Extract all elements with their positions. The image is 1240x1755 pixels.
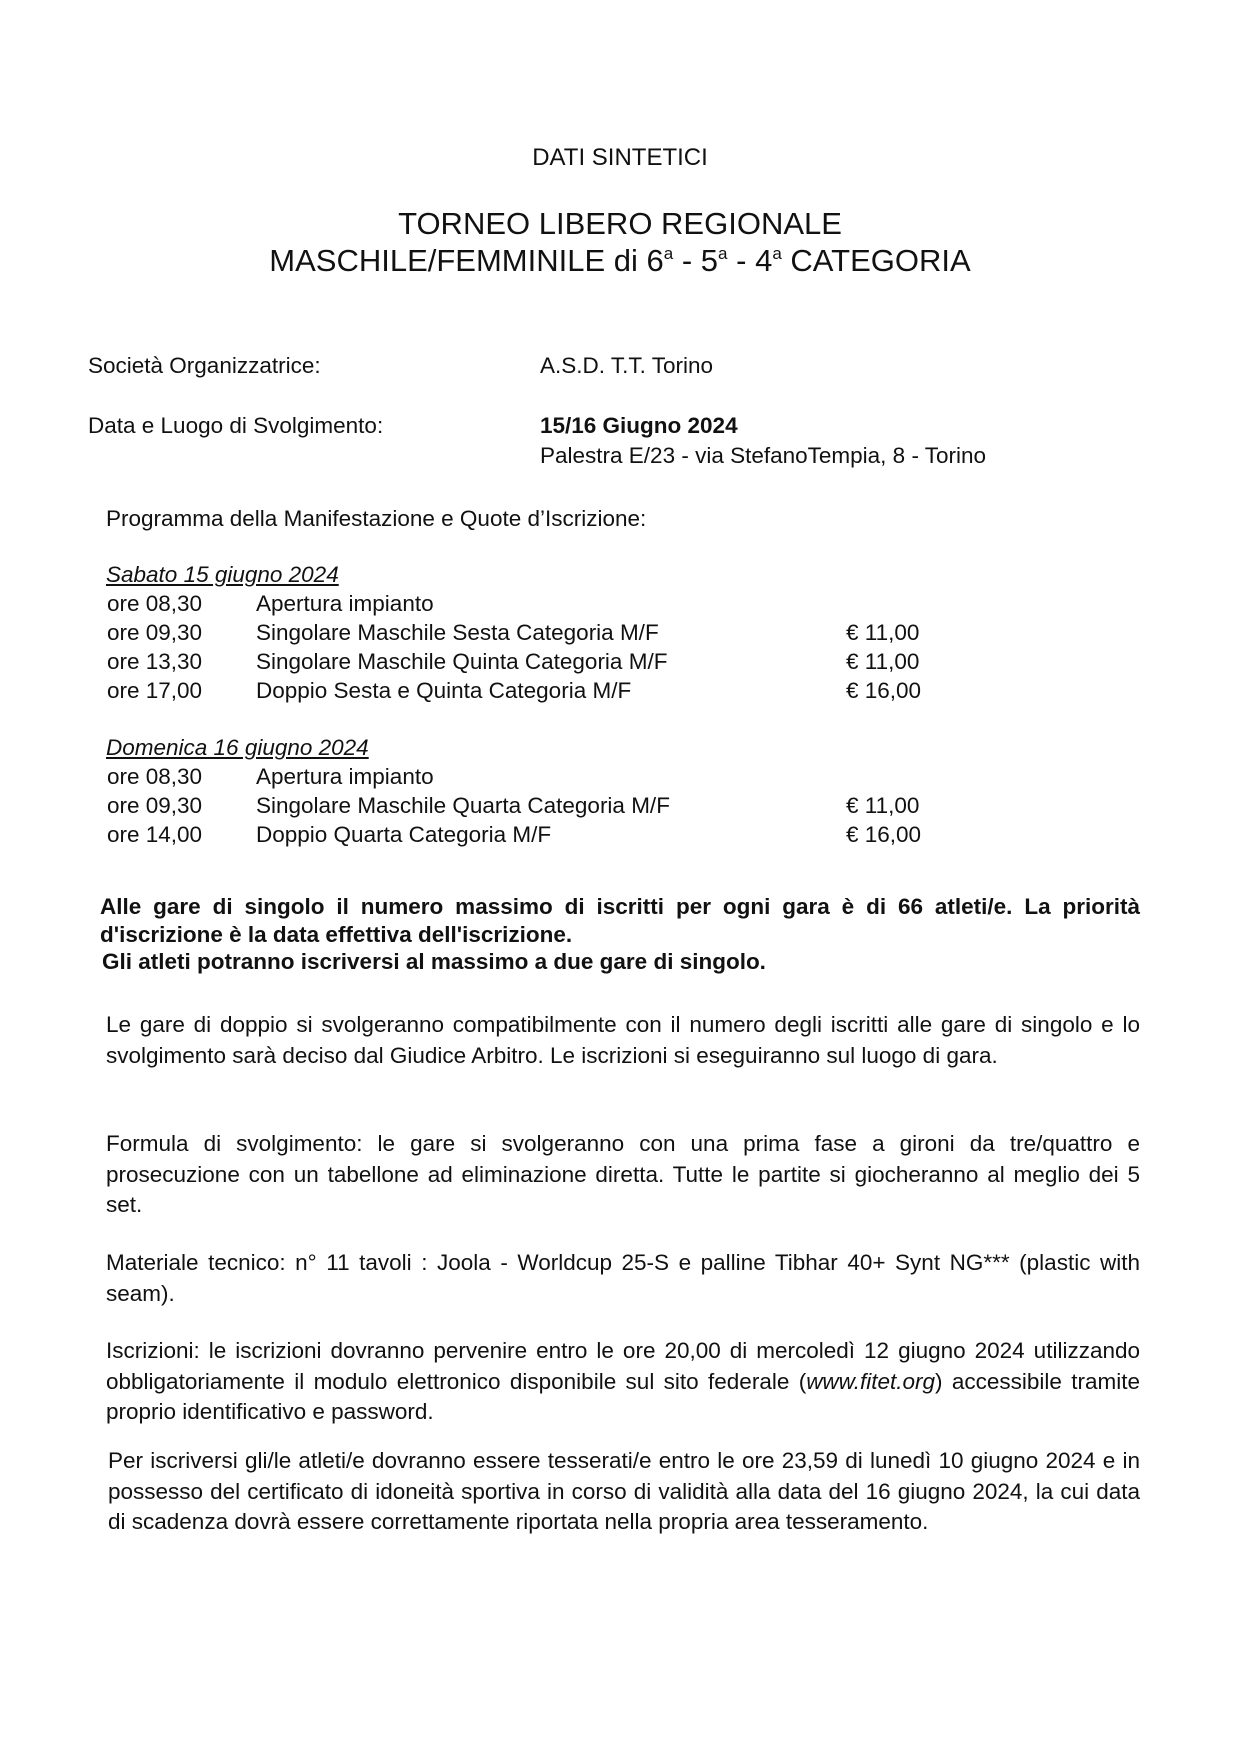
org-label: Società Organizzatrice: — [88, 353, 321, 378]
cat-5: 5 — [700, 243, 719, 278]
registration-text-end: ) accessibile tramite proprio identificativo e password. — [106, 1368, 1140, 1424]
event-description: Apertura impianto — [256, 764, 434, 789]
formula-paragraph: Formula di svolgimento: le gare si svolgeranno con una prima fase a gironi da tre/quattro e prosecuzione con un tabellone ad eliminazione diretta. Tutte le partite si giocheranno al meglio dei 5 set. — [106, 1131, 1140, 1217]
event-time: ore 09,30 — [107, 620, 203, 645]
athletes-paragraph: Per iscriversi gli/le atleti/e dovranno essere tesserati/e entro le ore 23,59 di lunedì 10 giugno 2024 e in possesso del certificato di idoneità sportiva in corso di validità alla data del 16 giugno 2024, la cui data di scadenza dovrà essere correttamente riportata nella propria area tesseramento. — [108, 1448, 1140, 1534]
schedule-row — [106, 590, 946, 618]
max-entries-note: Alle gare di singolo il numero massimo di iscritti per ogni gara è di 66 atleti/e. La priorità d'iscrizione è la data effettiva dell'iscrizione. — [100, 894, 1140, 947]
event-fee: € 11,00 — [846, 649, 920, 674]
sup-4: a — [772, 244, 782, 263]
event-time: ore 08,30 — [107, 764, 203, 789]
sup-6: a — [663, 244, 674, 263]
title-suffix: CATEGORIA — [781, 243, 971, 278]
sup-5: a — [718, 244, 728, 263]
event-time: ore 17,00 — [107, 678, 203, 703]
fitet-link[interactable]: www.fitet.org — [806, 1368, 935, 1394]
max-events-note: Gli atleti potranno iscriversi al massimo a due gare di singolo. — [102, 949, 766, 974]
event-description: Doppio Sesta e Quinta Categoria M/F — [256, 678, 632, 703]
event-time: ore 08,30 — [107, 591, 203, 616]
schedule-row — [106, 648, 946, 676]
place-value: Palestra E/23 - via StefanoTempia, 8 - Torino — [540, 443, 987, 468]
day-heading-saturday: Sabato 15 giugno 2024 — [106, 562, 339, 587]
event-fee: € 11,00 — [846, 620, 920, 645]
registration-paragraph — [106, 1336, 1140, 1428]
event-description: Doppio Quarta Categoria M/F — [256, 822, 552, 847]
event-time: ore 14,00 — [107, 822, 203, 847]
doubles-paragraph: Le gare di doppio si svolgeranno compatibilmente con il numero degli iscritti alle gare di singolo e lo svolgimento sarà deciso dal Giudice Arbitro. Le iscrizioni si eseguiranno sul luogo di gara. — [106, 1012, 1140, 1068]
title-line-2 — [0, 243, 1240, 279]
schedule-row — [106, 677, 946, 705]
program-heading: Programma della Manifestazione e Quote d’Iscrizione: — [106, 506, 647, 531]
material-paragraph: Materiale tecnico: n° 11 tavoli : Joola - Worldcup 25-S e palline Tibhar 40+ Synt NG*** (plastic with seam). — [106, 1250, 1140, 1306]
day-heading-sunday: Domenica 16 giugno 2024 — [106, 735, 369, 760]
schedule-row — [106, 792, 946, 820]
org-value: A.S.D. T.T. Torino — [540, 353, 713, 378]
document-subtitle: DATI SINTETICI — [532, 144, 708, 171]
title-prefix: MASCHILE/FEMMINILE di 6 — [269, 243, 664, 278]
event-time: ore 09,30 — [107, 793, 203, 818]
date-value: 15/16 Giugno 2024 — [540, 413, 738, 438]
date-label: Data e Luogo di Svolgimento: — [88, 413, 384, 438]
event-time: ore 13,30 — [107, 649, 203, 674]
sep-1: - — [673, 243, 701, 278]
event-description: Singolare Maschile Sesta Categoria M/F — [256, 620, 659, 645]
title-line-1: TORNEO LIBERO REGIONALE — [398, 206, 842, 241]
sep-2: - — [727, 243, 756, 278]
schedule-row — [106, 619, 946, 647]
schedule-row — [106, 763, 946, 791]
schedule-row — [106, 821, 946, 849]
event-description: Singolare Maschile Quarta Categoria M/F — [256, 793, 670, 818]
event-description: Singolare Maschile Quinta Categoria M/F — [256, 649, 668, 674]
event-fee: € 11,00 — [846, 793, 920, 818]
event-fee: € 16,00 — [846, 822, 922, 847]
registration-text: Iscrizioni: le iscrizioni dovranno pervenire entro le ore 20,00 di mercoledì 12 giugno 2024 utilizzando obbligatoriamente il modulo elettronico disponibile sul sito federale ( — [106, 1338, 1140, 1394]
cat-4: 4 — [755, 243, 773, 278]
event-fee: € 16,00 — [846, 678, 922, 703]
event-description: Apertura impianto — [256, 591, 434, 616]
